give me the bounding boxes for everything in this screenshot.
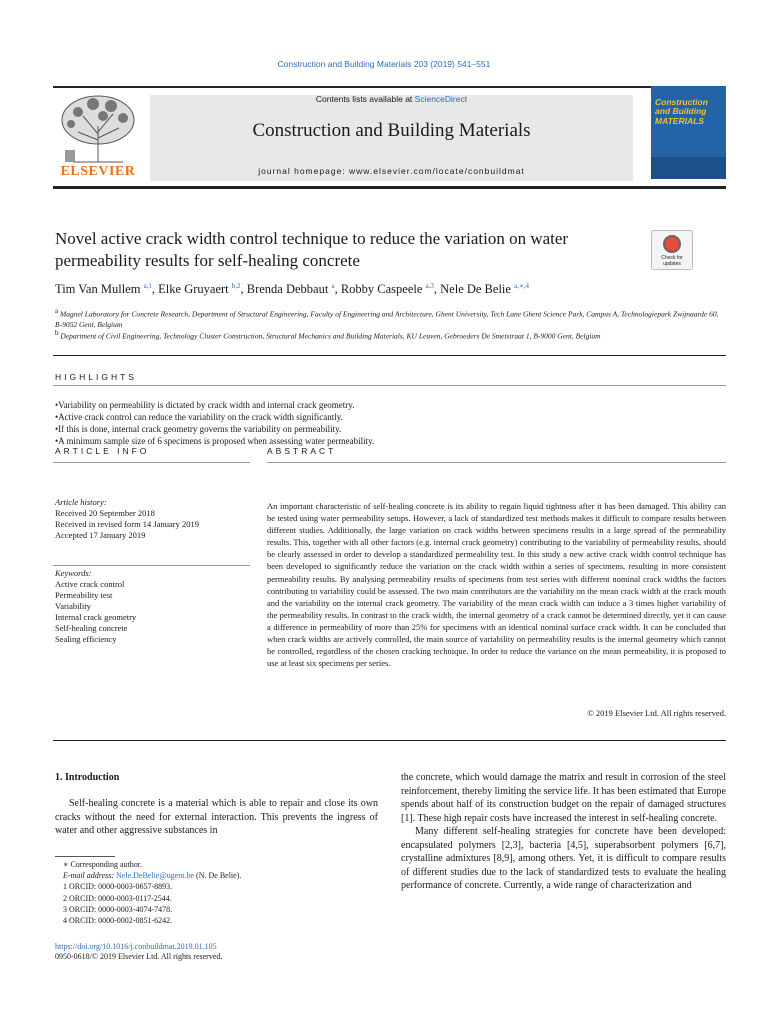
section-heading: 1. Introduction — [55, 772, 120, 783]
author-name[interactable]: Elke Gruyaert — [158, 282, 229, 297]
email-suffix: (N. De Belie). — [194, 871, 242, 881]
article-title: Novel active crack width control technique to reduce the variation on water permeability results for self-healing concrete — [55, 229, 569, 270]
elsevier-wordmark: ELSEVIER — [60, 164, 136, 179]
highlight-item: • If this is done, internal crack geometry governs the variability on permeability. — [55, 423, 726, 435]
keywords-list — [55, 568, 255, 645]
abstract-text: An important characteristic of self-healing concrete is its ability to regain liquid tightness after it has been damaged. This ability can be tested using water permeability setups. However, a lack of standardized test methods makes it difficult to compare results between different studies. Additionally, the large variation on crack widths between specimens results in a large spread of the permeability results. This, together with all other factors (e.g. internal crack geometry) contributing to the variability of permeability results, should be clearly assessed in order to develop a standardized permeability test. In this study a new active crack width control technique has been developed to significantly reduce the variation on the crack width within a series of specimens, resulting in more consistent permeability results. By analysing permeability results of specimens from test series with different nominal crack widths the factors contributing to variability could be assessed. The two main contributors are the variability on the mean crack width at the crack mouth and the variability on the internal crack geometry. The variability of the mean crack width can induce a 3 times higher variability of the permeability results. In contrast to the crack width, the internal geometry of a crack cannot be determined directly, yet it can cause a difference in permeability of more than 25% for specimens with an identical nominal surface crack width. It can be concluded that when crack widths are actively controlled, the main source of variability on permeability results is the internal geometry which cannot be controlled, regardless of the chosen cracking technique. In order to reduce the variance on the mean permeability, it is proposed to use at least six specimens per series. — [267, 501, 726, 669]
intro-paragraph: the concrete, which would damage the matrix and result in corrosion of the steel reinforcement, thereby limiting the service life. It has been estimated that Europe spends about half of its construction budget on the repair of damaged structures [1]. These high repair costs have increased the interest in self-healing concrete. — [401, 772, 726, 824]
orcid-note: 4 ORCID: 0000-0002-0851-6242. — [63, 916, 173, 926]
affiliation-sup: a — [55, 307, 59, 315]
divider — [53, 462, 250, 463]
elsevier-logo — [53, 92, 143, 180]
check-for-updates-button[interactable] — [651, 230, 693, 270]
keyword: Variability — [55, 601, 91, 611]
affiliation — [55, 328, 726, 342]
rights-statement: 0950-0618/© 2019 Elsevier Ltd. All rights reserved. — [55, 952, 223, 961]
affiliation-text: Magnel Laboratory for Concrete Research, Department of Structural Engineering, Faculty of Engineering and Architecture, Ghent University, Tech Lane Ghent Science Park, Campus A, Technologiepark Zwijnaarde 60, B-9052 Gent, Belgium — [55, 309, 719, 329]
history-item: Received 20 September 2018 — [55, 508, 155, 518]
contents-prefix: Contents lists available at — [315, 94, 415, 104]
divider — [267, 462, 726, 463]
email-label: E-mail address: — [63, 871, 117, 881]
footnotes — [55, 859, 378, 926]
author-sup[interactable]: b,2 — [231, 282, 241, 290]
author-name[interactable]: Nele De Belie — [440, 282, 511, 297]
keyword: Internal crack geometry — [55, 612, 137, 622]
divider — [53, 385, 726, 386]
keywords-label: Keywords: — [55, 568, 92, 578]
abstract-heading: ABSTRACT — [267, 446, 337, 456]
header-bottom-rule — [53, 186, 726, 189]
author-name[interactable]: Tim Van Mullem — [55, 282, 141, 297]
cover-stripe — [651, 157, 726, 179]
crossmark-label: Check for updates — [661, 255, 683, 267]
email-link[interactable]: Nele.DeBelie@ugent.be — [116, 871, 195, 881]
keyword: Self-healing concrete — [55, 623, 128, 633]
tree-icon — [53, 92, 143, 164]
orcid-note: 3 ORCID: 0000-0003-4074-7478. — [63, 904, 173, 914]
divider — [53, 740, 726, 741]
highlights-heading: HIGHLIGHTS — [55, 372, 137, 382]
author-sup[interactable]: a,∗,4 — [514, 282, 529, 290]
history-item: Accepted 17 January 2019 — [55, 530, 146, 540]
article-history — [55, 497, 255, 541]
journal-cover[interactable] — [651, 86, 726, 179]
divider — [53, 355, 726, 356]
article-info-heading: ARTICLE INFO — [55, 446, 150, 456]
corresponding-author-note: ∗ Corresponding author. — [63, 860, 142, 869]
keyword: Active crack control — [55, 579, 125, 589]
orcid-note: 1 ORCID: 0000-0003-0657-8893. — [63, 882, 173, 892]
sciencedirect-link[interactable]: ScienceDirect — [414, 94, 468, 104]
history-label: Article history: — [55, 497, 107, 507]
journal-reference-link[interactable]: Construction and Building Materials 203 (2019) 541–551 — [277, 59, 491, 69]
footnote-rule — [55, 856, 115, 857]
author-sup[interactable]: a — [331, 282, 335, 290]
author-sup[interactable]: a,3 — [425, 282, 434, 290]
divider — [53, 565, 250, 566]
affiliation-text: Department of Civil Engineering, Technology Cluster Construction, Structural Mechanics and Building Materials, KU Leuven, Gebroeders De Smetstraat 1, B-9000 Gent, Belgium — [60, 331, 601, 341]
abstract-copyright: © 2019 Elsevier Ltd. All rights reserved. — [587, 708, 726, 718]
author-list: Tim Van Mullem $^{a,1}$, Elke Gruyaert $^{b,2}$, Brenda Debbaut $^a$, Robby Caspeele $^{a,3}$, Nele De Belie $^{a,∗,4}$ — [55, 282, 529, 297]
highlight-item: • Variability on permeability is dictated by crack width and internal crack geometry. — [55, 399, 726, 411]
keyword: Sealing efficiency — [55, 634, 117, 644]
highlight-item: • A minimum sample size of 6 specimens is proposed when assessing water permeability. — [55, 435, 726, 447]
intro-paragraph: Self-healing concrete is a material which is able to repair and close its own cracks without the need for external interaction. This prevents the ingress of water and other aggressive substances in — [55, 798, 378, 836]
author-name[interactable]: Robby Caspeele — [340, 282, 423, 297]
intro-paragraph: Many different self-healing strategies for concrete have been developed: encapsulated polymers [2,3], bacteria [4,5], superabsorbent polymers [6,7], crystalline admixtures [8,9], among others. Yet, it is difficult to compare results of different studies due to the lack of standardized tests to evaluate the healing performance of concrete. Currently, a wide range of characterization and — [401, 826, 726, 891]
orcid-note: 2 ORCID: 0000-0003-0117-2544. — [63, 893, 172, 903]
author-sup[interactable]: a,1 — [143, 282, 152, 290]
doi-link[interactable]: https://doi.org/10.1016/j.conbuildmat.2019.01.105 — [55, 942, 217, 951]
contents-line — [150, 94, 633, 104]
journal-homepage[interactable]: journal homepage: www.elsevier.com/locate/conbuildmat — [258, 166, 525, 176]
journal-name: Construction and Building Materials — [252, 120, 531, 141]
intro-right-column — [401, 771, 726, 893]
cover-title: Construction and Building MATERIALS — [655, 97, 708, 126]
affiliation-sup: b — [55, 329, 59, 337]
crossmark-icon — [663, 235, 681, 253]
header-top-rule — [53, 86, 726, 88]
highlights-list — [55, 399, 726, 447]
keyword: Permeability test — [55, 590, 113, 600]
affiliation — [55, 306, 726, 330]
history-item: Received in revised form 14 January 2019 — [55, 519, 199, 529]
email-note — [55, 870, 378, 881]
highlight-item: • Active crack control can reduce the variability on the crack width significantly. — [55, 411, 726, 423]
author-name[interactable]: Brenda Debbaut — [246, 282, 329, 297]
